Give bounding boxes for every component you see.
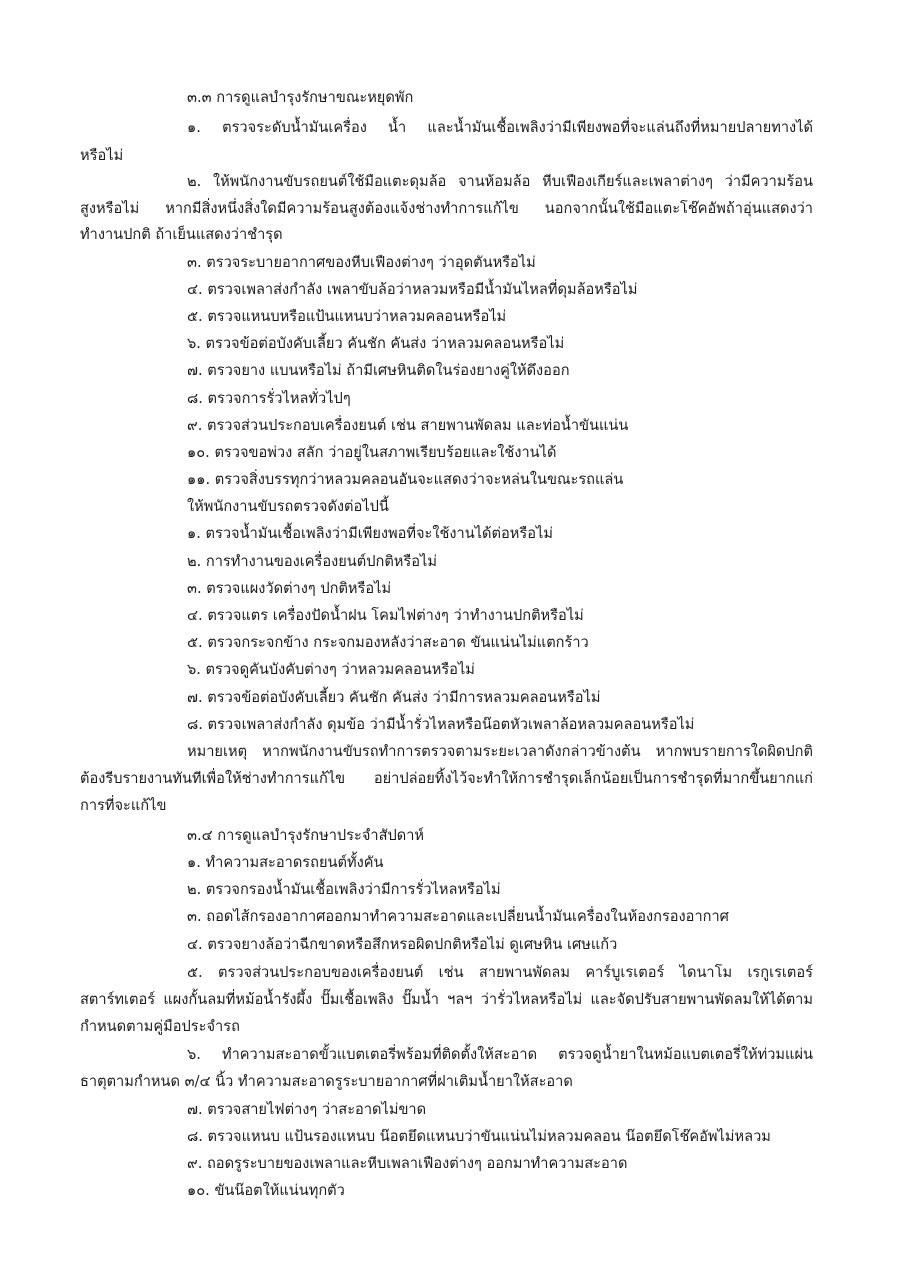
list-item-continuation: กำหนดตามคู่มือประจำรถ [80,1018,240,1035]
list-item: ๗. ตรวจข้อต่อบังคับเลี้ยว คันชัก คันส่ง ว่ามีการหลวมคลอนหรือไม่ [187,689,601,706]
list-item: ๘. ตรวจการรั่วไหลทั่วไปๆ [187,390,351,407]
list-item: ๘. ตรวจเพลาส่งกำลัง ดุมข้อ ว่ามีน้ำรั่วไหลหรือน๊อตหัวเพลาล้อหลวมคลอนหรือไม่ [187,716,695,733]
list-item: ๘. ตรวจแหนบ แป้นรองแหนบ น๊อตยึดแหนบว่าขันแน่นไม่หลวมคลอน น๊อตยึดโช๊คอัพไม่หลวม [187,1128,771,1145]
list-item: ๒. ให้พนักงานขับรถยนต์ใช้มือแตะดุมล้อ จานห้อมล้อ หีบเฟืองเกียร์และเพลาต่างๆ ว่ามีความร้อน [187,173,813,190]
list-item: ๓. ถอดไส้กรองอากาศออกมาทำความสะอาดและเปลี่ยนน้ำมันเครื่องในห้องกรองอากาศ [187,908,729,925]
list-item: ๔. ตรวจเพลาส่งกำลัง เพลาขับล้อว่าหลวมหรือมีน้ำมันไหลที่ดุมล้อหรือไม่ [187,281,638,298]
list-item: ๖. ทำความสะอาดขั้วแบตเตอรี่พร้อมที่ติดตั้งให้สะอาด ตรวจดูน้ำยาในหม้อแบตเตอรี่ให้ท่วมแผ่น [187,1046,813,1063]
list-item: ๙. ตรวจส่วนประกอบเครื่องยนต์ เช่น สายพานพัดลม และท่อน้ำขันแน่น [187,417,629,434]
list-item-continuation: ทำงานปกติ ถ้าเย็นแสดงว่าชำรุด [80,226,283,243]
list-item: ๖. ตรวจข้อต่อบังคับเลี้ยว คันชัก คันส่ง ว่าหลวมคลอนหรือไม่ [187,335,565,352]
list-item: ๕. ตรวจกระจกข้าง กระจกมองหลังว่าสะอาด ขันแน่นไม่แตกร้าว [187,634,589,651]
note-continuation: ต้องรีบรายงานทันทีเพื่อให้ช่างทำการแก้ไข อย่าปล่อยทิ้งไว้จะทำให้การชำรุดเล็กน้อยเป็นการชำรุดที่มากขึ้นยากแก่ [80,770,813,787]
list-item: ๔. ตรวจแตร เครื่องปัดน้ำฝน โคมไฟต่างๆ ว่าทำงานปกติหรือไม่ [187,607,584,624]
list-item: ๑. ทำความสะอาดรถยนต์ทั้งคัน [187,854,384,871]
note-paragraph: หมายเหตุ หากพนักงานขับรถทำการตรวจตามระยะเวลาดังกล่าวข้างต้น หากพบรายการใดผิดปกติ [187,743,813,760]
list-item: ๑. ตรวจระดับน้ำมันเครื่อง น้ำ และน้ำมันเชื้อเพลิงว่ามีเพียงพอที่จะแล่นถึงที่หมายปลายทางได้ [187,119,813,136]
list-item: ๙. ถอดรูระบายของเพลาและหีบเพลาเฟืองต่างๆ ออกมาทำความสะอาด [187,1155,628,1172]
list-item: ๕. ตรวจแหนบหรือแป้นแหนบว่าหลวมคลอนหรือไม่ [187,308,507,325]
list-item: ๗. ตรวจสายไฟต่างๆ ว่าสะอาดไม่ขาด [187,1101,427,1118]
list-item: ๓. ตรวจแผงวัดต่างๆ ปกติหรือไม่ [187,580,392,597]
list-item-continuation: สูงหรือไม่ หากมีสิ่งหนึ่งสิ่งใดมีความร้อนสูงต้องแจ้งช่างทำการแก้ไข นอกจากนั้นใช้มือแตะโช๊คอัพถ้าอุ่นแสดงว่า [80,200,813,217]
list-item: ๑๐. ตรวจขอพ่วง สลัก ว่าอยู่ในสภาพเรียบร้อยและใช้งานได้ [187,444,557,461]
note-continuation: การที่จะแก้ไข [80,797,167,814]
list-item: ๓. ตรวจระบายอากาศของหีบเฟืองต่างๆ ว่าอุดตันหรือไม่ [187,254,536,271]
section-heading: ให้พนักงานขับรถตรวจดังต่อไปนี้ [187,498,389,515]
section-heading: ๓.๔ การดูแลบำรุงรักษาประจำสัปดาห์ [187,827,425,844]
list-item-continuation: ธาตุตามกำหนด ๓/๔ นิ้ว ทำความสะอาดรูระบายอากาศที่ฝาเติมน้ำยาให้สะอาด [80,1073,573,1090]
list-item: ๗. ตรวจยาง แบนหรือไม่ ถ้ามีเศษหินติดในร่องยางคู่ให้ดึงออก [187,362,570,379]
list-item: ๔. ตรวจยางล้อว่าฉีกขาดหรือสึกหรอผิดปกติหรือไม่ ดูเศษหิน เศษแก้ว [187,936,618,953]
list-item: ๒. การทำงานของเครื่องยนต์ปกติหรือไม่ [187,553,437,570]
list-item: ๕. ตรวจส่วนประกอบของเครื่องยนต์ เช่น สายพานพัดลม คาร์บูเรเตอร์ ไดนาโม เรกูเรเตอร์ [187,964,813,981]
list-item: ๒. ตรวจกรองน้ำมันเชื้อเพลิงว่ามีการรั่วไหลหรือไม่ [187,881,501,898]
list-item: ๑. ตรวจน้ำมันเชื้อเพลิงว่ามีเพียงพอที่จะใช้งานได้ต่อหรือไม่ [187,525,553,542]
list-item-continuation: สตาร์ทเตอร์ แผงกั้นลมที่หม้อน้ำรังผึ้ง ปั๊มเชื้อเพลิง ปั๊มน้ำ ฯลฯ ว่ารั่วไหลหรือไม่ และจัดปรับสายพานพัดลมให้ได้ตาม [80,991,813,1008]
list-item: ๑๐. ขันน๊อตให้แน่นทุกตัว [187,1182,345,1199]
list-item-continuation: หรือไม่ [80,147,124,164]
list-item: ๖. ตรวจดูคันบังคับต่างๆ ว่าหลวมคลอนหรือไม่ [187,661,475,678]
list-item: ๑๑. ตรวจสิ่งบรรทุกว่าหลวมคลอนอันจะแสดงว่าจะหล่นในขณะรถแล่น [187,471,624,488]
section-heading: ๓.๓ การดูแลบำรุงรักษาขณะหยุดพัก [187,89,414,106]
